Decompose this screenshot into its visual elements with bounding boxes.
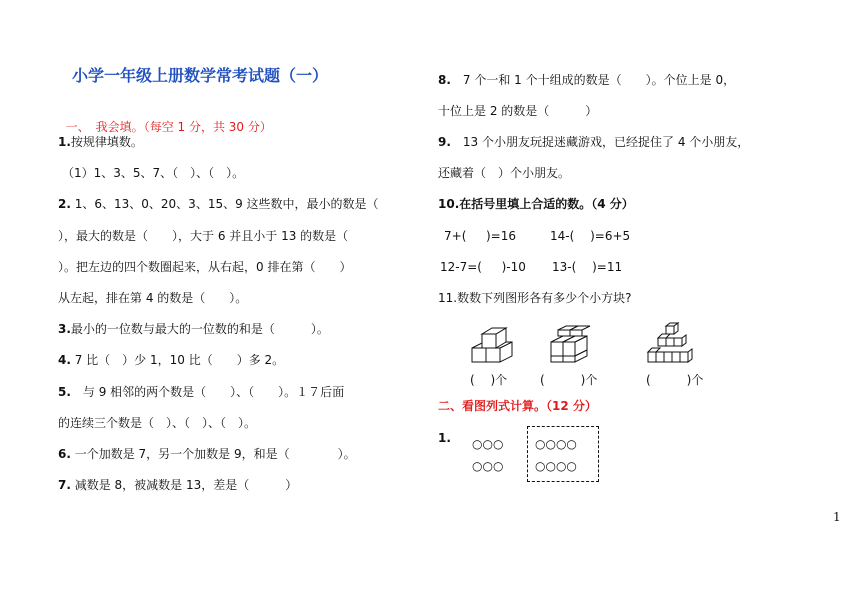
page-title: 小学一年级上册数学常考试题（一） (72, 66, 329, 85)
circle-group-left-row-2: ○○○ (472, 459, 504, 473)
cube-answer-3: ( )个 (646, 373, 704, 387)
question-10-item-1: 7+( )=16 (444, 229, 517, 243)
page-number: 1 (833, 510, 841, 524)
question-8-line-2: 十位上是 2 的数是（ ） (438, 104, 598, 118)
question-9-line-2: 还藏着（ ）个小朋友。 (438, 166, 571, 180)
question-10-item-4: 13-( )=11 (552, 260, 623, 274)
section-2-header: 二、看图列式计算。（12 分） (438, 399, 597, 413)
section-2-question-1-number: 1. (438, 431, 451, 445)
question-2-line-4: 从左起，排在第 4 的数是（ ）。 (58, 291, 248, 305)
question-2-line-3: ）。把左边的四个数圈起来，从右起，0 排在第（ ） (58, 260, 352, 274)
question-6: 6. 一个加数是 7，另一个加数是 9，和是（ ）。 (58, 447, 356, 461)
question-1: 1.按规律填数。 (58, 135, 143, 149)
question-9-line-1: 9. 13 个小朋友玩捉迷藏游戏，已经捉住了 4 个小朋友， (438, 135, 750, 149)
question-10-heading: 10.在括号里填上合适的数。（4 分） (438, 197, 634, 211)
cube-answer-1: ( )个 (470, 373, 508, 387)
question-10-item-3: 12-7=( )-10 (440, 260, 526, 274)
circle-group-left-row-1: ○○○ (472, 437, 504, 451)
cube-figure-3 (644, 322, 698, 366)
circle-group-box-row-1: ○○○○ (535, 437, 577, 451)
section-1-note: （每空 1 分，共 30 分） (143, 120, 272, 134)
question-2-line-2: ），最大的数是（ ），大于 6 并且小于 13 的数是（ (58, 229, 349, 243)
question-1-part-1: （1）1、3、5、7、（ ）、（ ）。 (62, 166, 245, 180)
question-11-heading: 11.数数下列图形各有多少个小方块? (438, 291, 632, 305)
question-3: 3.最小的一位数与最大的一位数的和是（ ）。 (58, 322, 329, 336)
question-8-line-1: 8. 7 个一和 1 个十组成的数是（ ）。个位上是 0， (438, 73, 736, 87)
question-2-line-1: 2. 1、6、13、0、20、3、15、9 这些数中，最小的数是（ (58, 197, 379, 211)
question-5-line-2: 的连续三个数是（ ）、（ ）、（ ）。 (58, 416, 257, 430)
question-5-line-1: 5. 与 9 相邻的两个数是（ ）、（ ）。１７后面 (58, 385, 345, 399)
cube-figure-1 (468, 322, 516, 364)
cube-answer-2: ( )个 (540, 373, 598, 387)
section-1-header (58, 103, 272, 135)
section-1-text: 我会填。 (95, 120, 144, 134)
question-4: 4. 7 比（ ）少 1，10 比（ ）多 2。 (58, 353, 285, 367)
question-10-item-2: 14-( )=6+5 (550, 229, 631, 243)
section-1-label: 一、 (65, 120, 84, 134)
circle-group-box-row-2: ○○○○ (535, 459, 577, 473)
question-7: 7. 减数是 8，被减数是 13，差是（ ） (58, 478, 298, 492)
cube-figure-2 (548, 324, 594, 364)
